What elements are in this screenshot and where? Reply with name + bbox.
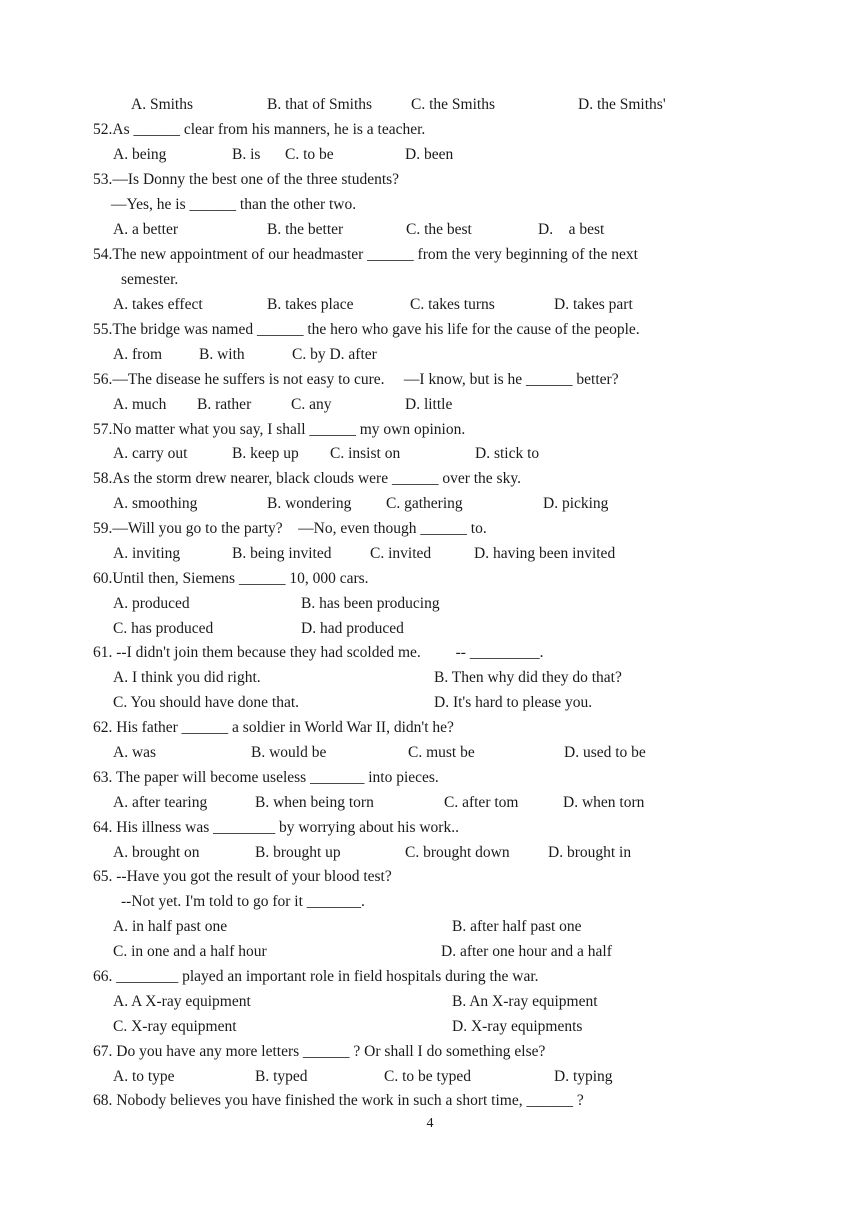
- answer-option: A. to type: [113, 1068, 175, 1085]
- answer-option: C. takes turns: [410, 296, 495, 313]
- answer-option: C. to be typed: [384, 1068, 471, 1085]
- answer-option: D. picking: [543, 495, 609, 512]
- answer-option: C. in one and a half hour: [113, 943, 267, 960]
- answer-option: D. the Smiths': [578, 96, 666, 113]
- answer-option: B. rather: [197, 396, 252, 413]
- answer-option: A. inviting: [113, 545, 181, 562]
- answer-option: D. typing: [554, 1068, 613, 1085]
- question-text: 64. His illness was ________ by worrying about his work..: [93, 819, 459, 836]
- answer-option: C. by D. after: [292, 346, 377, 363]
- question-text: 66. ________ played an important role in field hospitals during the war.: [93, 968, 539, 985]
- answer-option: A. in half past one: [113, 918, 228, 935]
- answer-option: B. typed: [255, 1068, 308, 1085]
- answer-option: C. insist on: [330, 445, 401, 462]
- answer-option: A. Smiths: [131, 96, 194, 113]
- question-text: 53.—Is Donny the best one of the three students?: [93, 171, 400, 188]
- answer-option: D. after one hour and a half: [441, 943, 612, 960]
- answer-option: D. stick to: [475, 445, 540, 462]
- answer-option: D. when torn: [563, 794, 645, 811]
- answer-option: D. X-ray equipments: [452, 1018, 583, 1035]
- answer-option: C. after tom: [444, 794, 519, 811]
- answer-option: D. been: [405, 146, 454, 163]
- answer-option: C. must be: [408, 744, 475, 761]
- answer-option: B. when being torn: [255, 794, 374, 811]
- answer-option: A. smoothing: [113, 495, 198, 512]
- answer-option: B. that of Smiths: [267, 96, 373, 113]
- answer-option: C. You should have done that.: [113, 694, 299, 711]
- answer-option: C. brought down: [405, 844, 510, 861]
- answer-option: D. little: [405, 396, 453, 413]
- answer-option: C. to be: [285, 146, 334, 163]
- answer-option: C. the Smiths: [411, 96, 495, 113]
- answer-option: B. after half past one: [452, 918, 582, 935]
- answer-option: D. takes part: [554, 296, 633, 313]
- answer-option: A. I think you did right.: [113, 669, 261, 686]
- question-text: semester.: [121, 271, 179, 288]
- answer-option: A. much: [113, 396, 167, 413]
- answer-option: B. the better: [267, 221, 344, 238]
- answer-option: B. has been producing: [301, 595, 440, 612]
- question-text: 54.The new appointment of our headmaster ______ from the very beginning of the next: [93, 246, 638, 263]
- answer-option: B. brought up: [255, 844, 341, 861]
- question-text: --Not yet. I'm told to go for it _______.: [121, 893, 365, 910]
- question-text: 56.—The disease he suffers is not easy to cure. —I know, but is he ______ better?: [93, 371, 619, 388]
- question-text: 58.As the storm drew nearer, black clouds were ______ over the sky.: [93, 470, 521, 487]
- answer-option: B. takes place: [267, 296, 354, 313]
- answer-option: B. An X-ray equipment: [452, 993, 598, 1010]
- answer-option: A. takes effect: [113, 296, 203, 313]
- answer-option: D. used to be: [564, 744, 646, 761]
- answer-option: C. X-ray equipment: [113, 1018, 237, 1035]
- answer-option: C. any: [291, 396, 332, 413]
- page-number: 4: [426, 1116, 434, 1131]
- answer-option: C. invited: [370, 545, 432, 562]
- answer-option: B. keep up: [232, 445, 299, 462]
- answer-option: A. after tearing: [113, 794, 208, 811]
- answer-option: A. carry out: [113, 445, 188, 462]
- answer-option: D. had produced: [301, 620, 404, 637]
- answer-option: B. with: [199, 346, 245, 363]
- answer-option: B. is: [232, 146, 261, 163]
- answer-option: D. a best: [538, 221, 605, 238]
- answer-option: C. the best: [406, 221, 472, 238]
- question-text: —Yes, he is ______ than the other two.: [111, 196, 357, 213]
- answer-option: D. having been invited: [474, 545, 616, 562]
- question-text: 60.Until then, Siemens ______ 10, 000 cars.: [93, 570, 369, 587]
- answer-option: A. being: [113, 146, 167, 163]
- question-text: 59.—Will you go to the party? —No, even though ______ to.: [93, 520, 487, 537]
- answer-option: B. being invited: [232, 545, 332, 562]
- answer-option: A. brought on: [113, 844, 200, 861]
- answer-option: B. Then why did they do that?: [434, 669, 622, 686]
- answer-option: A. from: [113, 346, 163, 363]
- answer-option: C. has produced: [113, 620, 214, 637]
- answer-option: A. produced: [113, 595, 190, 612]
- answer-option: B. wondering: [267, 495, 352, 512]
- answer-option: C. gathering: [386, 495, 463, 512]
- answer-option: D. brought in: [548, 844, 632, 861]
- question-text: 65. --Have you got the result of your blood test?: [93, 868, 392, 885]
- answer-option: B. would be: [251, 744, 327, 761]
- question-text: 63. The paper will become useless _______ into pieces.: [93, 769, 439, 786]
- answer-option: A. was: [113, 744, 157, 761]
- question-text: 68. Nobody believes you have finished the work in such a short time, ______ ?: [93, 1092, 584, 1109]
- answer-option: A. a better: [113, 221, 178, 238]
- question-text: 57.No matter what you say, I shall ______ my own opinion.: [93, 421, 466, 438]
- question-text: 55.The bridge was named ______ the hero who gave his life for the cause of the people.: [93, 321, 640, 338]
- question-text: 62. His father ______ a soldier in World War II, didn't he?: [93, 719, 454, 736]
- question-text: 52.As ______ clear from his manners, he is a teacher.: [93, 121, 426, 138]
- question-text: 61. --I didn't join them because they had scolded me. -- _________.: [93, 644, 544, 661]
- question-text: 67. Do you have any more letters ______ ? Or shall I do something else?: [93, 1043, 546, 1060]
- answer-option: A. A X-ray equipment: [113, 993, 251, 1010]
- answer-option: D. It's hard to please you.: [434, 694, 593, 711]
